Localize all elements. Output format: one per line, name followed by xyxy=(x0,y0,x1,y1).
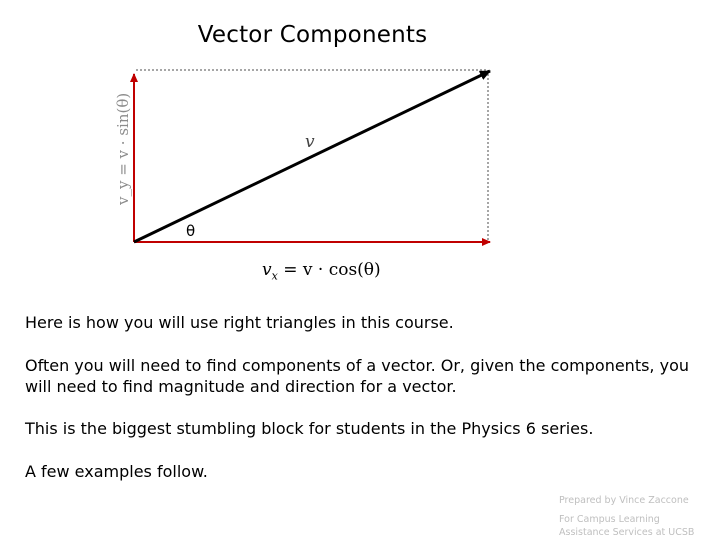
slide-title: Vector Components xyxy=(197,22,428,48)
credit-prepared-by: Prepared by Vince Zaccone xyxy=(559,495,689,506)
paragraph-intro: Here is how you will use right triangles in this course. xyxy=(25,313,454,332)
paragraph-stumbling-block: This is the biggest stumbling block for students in the Physics 6 series. xyxy=(25,419,594,438)
paragraph-examples: A few examples follow. xyxy=(25,462,208,481)
horizontal-component-equation xyxy=(262,260,381,282)
vertical-component-equation: v_y = v · sin(θ) xyxy=(114,92,132,205)
vector-arrow xyxy=(134,71,490,242)
vx-rhs: = v · cos(θ) xyxy=(277,260,381,280)
vector-label: v xyxy=(305,132,315,152)
vx-subscript: x xyxy=(271,269,278,283)
paragraph-components: Often you will need to find components of a vector. Or, given the components, you will need to find magnitude and direction for a vector. xyxy=(25,356,689,396)
vx-lhs: v xyxy=(262,260,272,280)
credit-line-2: For Campus Learning xyxy=(559,514,660,525)
credit-line-3: Assistance Services at UCSB xyxy=(559,527,695,538)
credit-campus xyxy=(559,513,694,539)
angle-label: θ xyxy=(186,222,196,240)
